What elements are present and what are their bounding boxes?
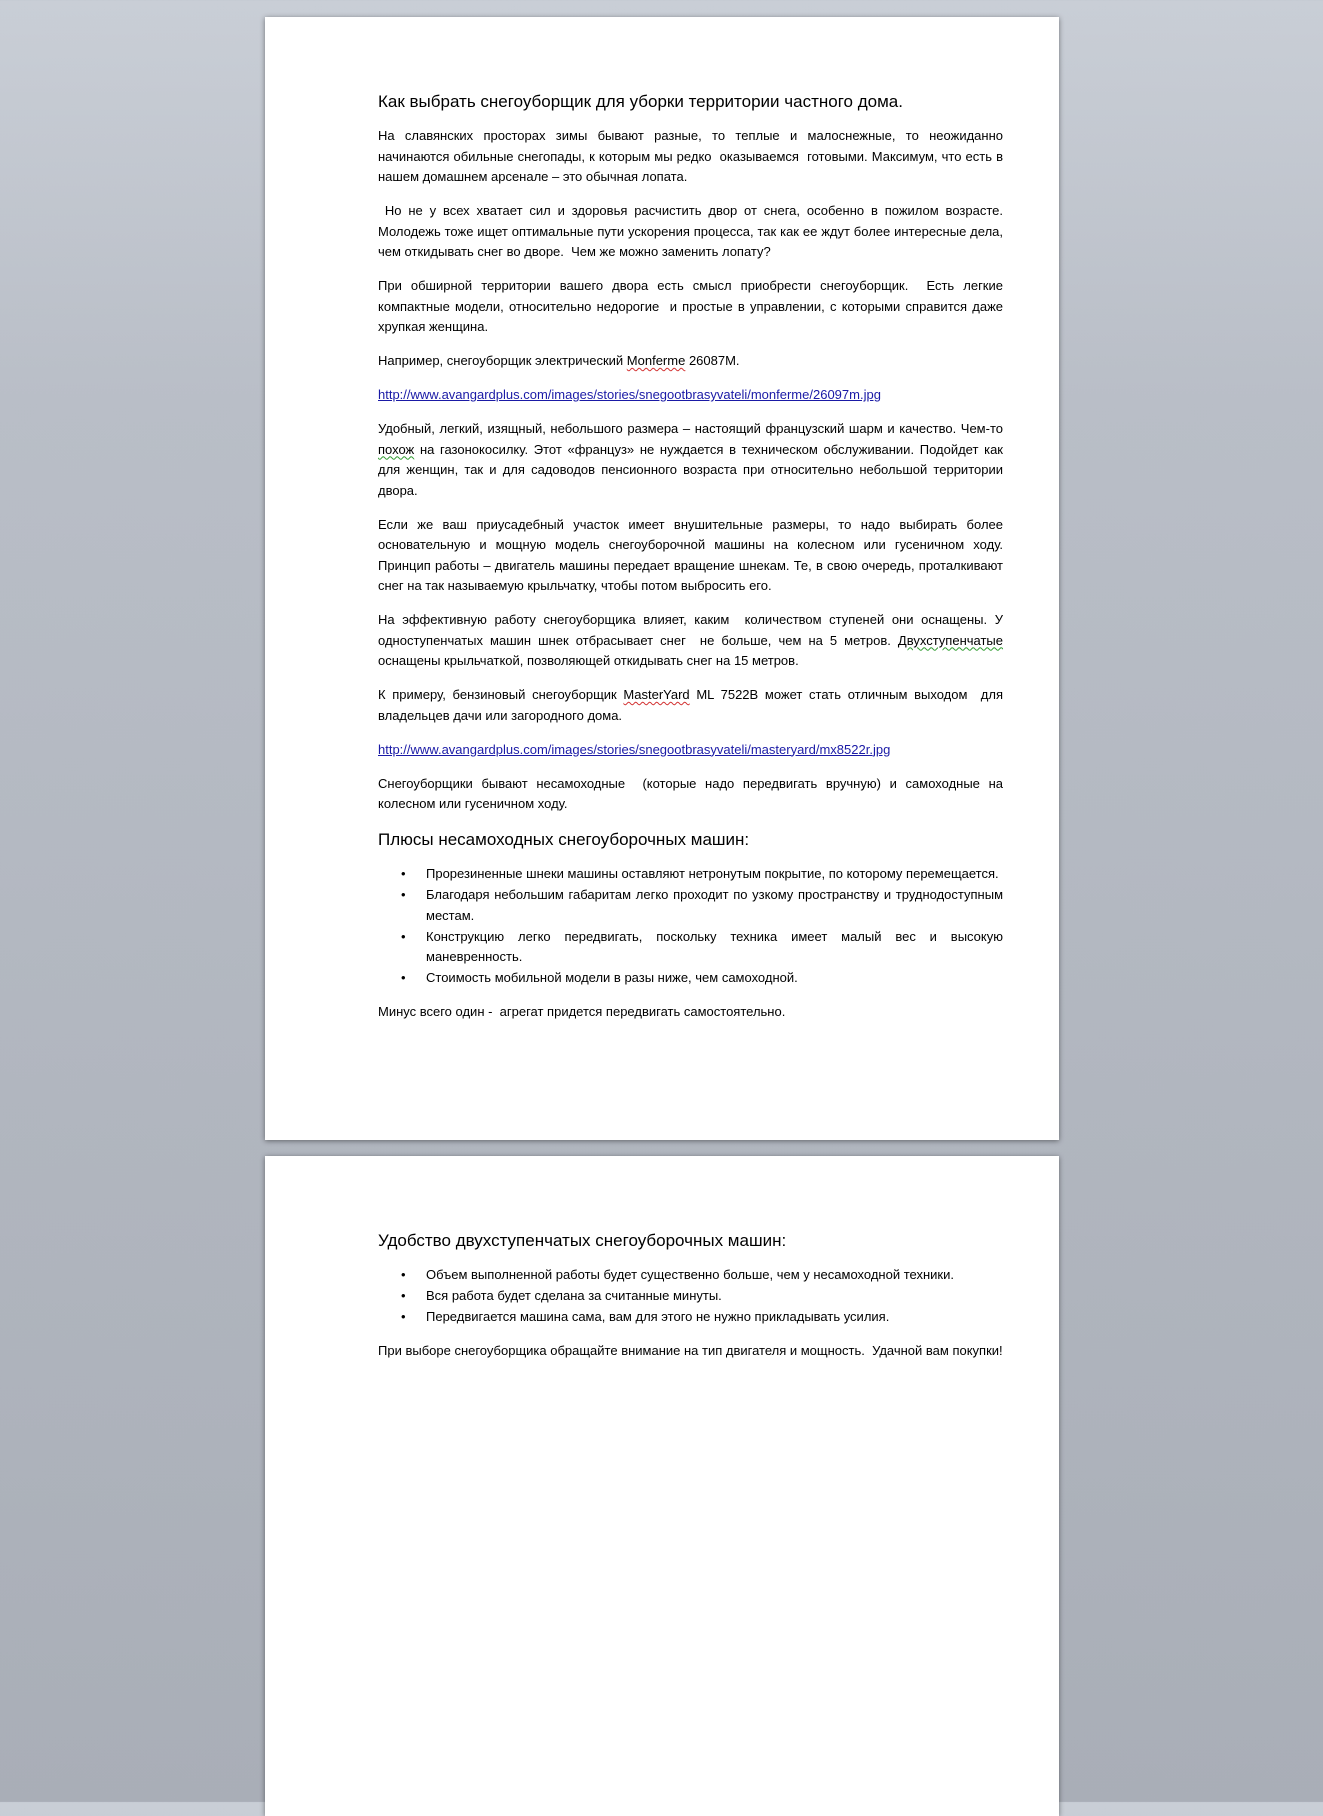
page-1-content [378,90,1007,1036]
paragraph-text: 26087M. [685,353,740,368]
paragraph-text: На эффективную работу снегоуборщика влияет, каким количеством ступеней они оснащены. У одноступенчатых машин шнек отбрасывает снег не больше, чем на 5 метров. [378,612,1007,648]
list-item-text: Вся работа будет сделана за считанные минуты. [426,1288,722,1303]
hyperlink[interactable]: http://www.avangardplus.com/images/stories/snegootbrasyvateli/masteryard/mx8522r.jpg [378,741,891,757]
bullet-icon: • [401,1267,406,1282]
list-item[interactable] [401,1286,1003,1307]
paragraph-text: К примеру, бензиновый снегоуборщик [378,687,624,702]
list-item[interactable] [401,885,1003,926]
misspelled-word[interactable]: Monferme [626,353,686,368]
list-item-text: Передвигается машина сама, вам для этого не нужно прикладывать усилия. [426,1309,890,1324]
list-item-text: Конструкцию легко передвигать, поскольку техника имеет малый вес и высокую маневренность. [426,928,1003,964]
paragraph[interactable] [378,419,1007,501]
list-item-text: Стоимость мобильной модели в разы ниже, чем самоходной. [426,970,798,985]
section-heading[interactable]: Удобство двухступенчатых снегоуборочных машин: [378,1231,787,1250]
list-item-text: Объем выполненной работы будет существенно больше, чем у несамоходной техники. [426,1267,954,1282]
paragraph-text: ML 7522B может стать отличным выходом для владельцев дачи или загородного дома. [378,687,1007,723]
paragraph-text: оснащены крыльчаткой, позволяющей откидывать снег на 15 метров. [378,632,1007,668]
list-item[interactable] [401,927,1003,968]
grammar-flagged-word[interactable]: похож [378,441,415,457]
paragraph-text: Например, снегоуборщик электрический [378,353,627,368]
paragraph[interactable] [378,610,1007,672]
paragraph[interactable]: При выборе снегоуборщика обращайте внимание на тип двигателя и мощность. Удачной вам покупки! [378,1343,1003,1358]
bullet-icon: • [401,970,406,985]
paragraph[interactable]: При обширной территории вашего двора есть смысл приобрести снегоуборщик. Есть легкие компактные модели, относительно недорогие и простые в управлении, с которыми справится даже хрупкая женщина. [378,278,1007,334]
bullet-icon: • [401,928,406,944]
section-heading[interactable]: Плюсы несамоходных снегоуборочных машин: [378,830,750,849]
paragraph[interactable]: Если же ваш приусадебный участок имеет внушительные размеры, то надо выбирать более основательную и мощную модель снегоуборочной машины на колесном или гусеничном ходу. Принцип работы – двигатель машины передает вращение шнекам. Те, в свою очередь, проталкивают снег на так называемую крыльчатку, чтобы потом выбросить его. [378,516,1007,593]
bullet-icon: • [401,1309,406,1324]
list-item[interactable] [401,968,1003,989]
document-page-2 [265,1156,1059,1816]
paragraph-text: Удобный, легкий, изящный, небольшого размера – настоящий французский шарм и качество. Чем-то [378,421,1007,436]
document-page-1 [265,17,1059,1140]
paragraph[interactable]: Снегоуборщики бывают несамоходные (которые надо передвигать вручную) и самоходные на колесном или гусеничном ходу. [378,775,1007,811]
paragraph[interactable]: Но не у всех хватает сил и здоровья расчистить двор от снега, особенно в пожилом возрасте. Молодежь тоже ищет оптимальные пути ускорения процесса, так как ее ждут более интересные дела, чем откидывать снег во дворе. Чем же можно заменить лопату? [378,203,1007,259]
paragraph-text: на газонокосилку. Этот «француз» не нуждается в техническом обслуживании. Подойдет как для женщин, так и для садоводов пенсионного возраста при относительно небольшой территории двора. [378,441,1007,498]
bullet-icon: • [401,1288,406,1303]
misspelled-word[interactable]: MasterYard [623,687,690,702]
document-title[interactable]: Как выбрать снегоуборщик для уборки территории частного дома. [378,92,903,111]
list-item-text: Благодаря небольшим габаритам легко проходит по узкому пространству и труднодоступным местам. [426,887,1003,923]
paragraph[interactable] [378,351,1003,372]
list-item-text: Прорезиненные шнеки машины оставляют нетронутым покрытие, по которому перемещается. [426,866,999,881]
bullet-icon: • [401,866,406,881]
hyperlink[interactable]: http://www.avangardplus.com/images/stories/snegootbrasyvateli/monferme/26097m.jpg [378,387,881,402]
paragraph[interactable]: Минус всего один - агрегат придется передвигать самостоятельно. [378,1004,786,1019]
page-2-content [378,1229,1003,1375]
grammar-flagged-word[interactable]: Двухступенчатые [897,632,1003,648]
list-item[interactable] [401,1307,1003,1328]
bullet-list [378,1265,1003,1328]
bullet-icon: • [401,887,406,902]
list-item[interactable] [401,1265,1003,1286]
bullet-list [378,864,1003,989]
paragraph[interactable] [378,685,1007,726]
paragraph[interactable]: На славянских просторах зимы бывают разные, то теплые и малоснежные, то неожиданно начинаются обильные снегопады, к которым мы редко оказываемся готовыми. Максимум, что есть в нашем домашнем арсенале – это обычная лопата. [378,128,1007,184]
list-item[interactable] [401,864,1003,885]
